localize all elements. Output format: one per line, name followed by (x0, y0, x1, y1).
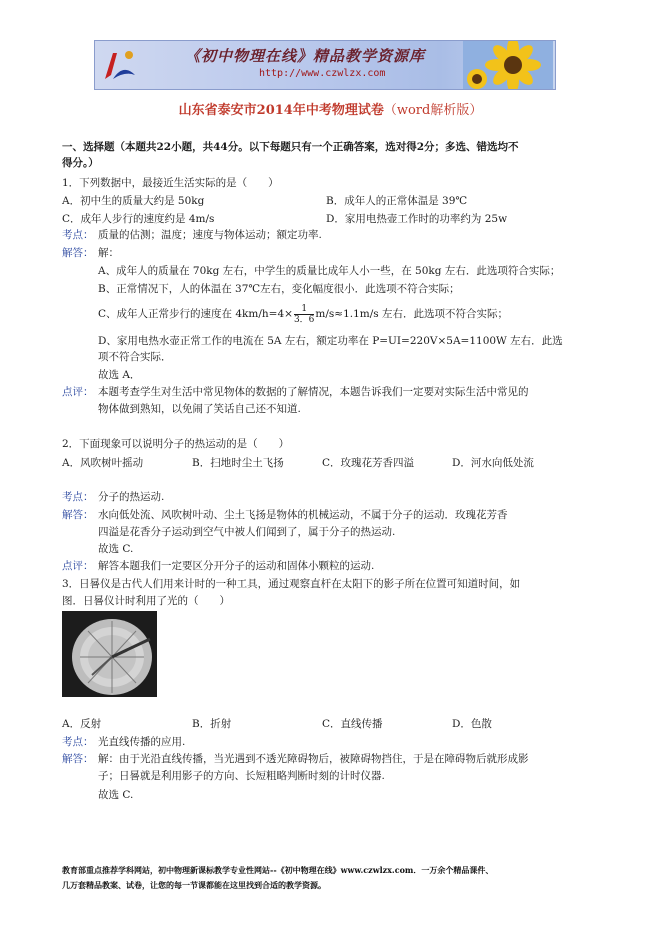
q2-option-c: C．玫瑰花芳香四溢 (322, 457, 415, 469)
q2-option-a: A．风吹树叶摇动 (62, 457, 144, 469)
q2-kaodian-label: 考点： (62, 491, 94, 503)
q1-jieda-label: 解答： (62, 247, 94, 259)
q1-kaodian-label: 考点： (62, 229, 94, 241)
q2-jieda-line1: 水向低处流、风吹树叶动、尘土飞扬是物体的机械运动，不属于分子的运动．玫瑰花芳香 (98, 509, 508, 521)
q3-jieda-label: 解答： (62, 753, 94, 765)
q3-option-c: C．直线传播 (322, 718, 383, 730)
q1-jie: 解： (98, 247, 119, 259)
q1-answer-b: B、正常情况下，人的体温在 37℃左右，变化幅度很小．此选项不符合实际； (98, 283, 460, 295)
q3-option-b: B．折射 (192, 718, 232, 730)
logo-icon (99, 45, 139, 85)
footer-line2: 几万套精品教案、试卷，让您的每一节课都能在这里找到合适的教学资源。 (62, 880, 326, 890)
q1-stem: 1．下列数据中，最接近生活实际的是（ ） (62, 177, 279, 189)
section-header-line2: 得分。） (62, 157, 99, 169)
q1-answer-d-line1: D、家用电热水壶正常工作的电流在 5A 左右，额定功率在 P=UI=220V×5A=1100W 左右．此选 (98, 335, 563, 347)
q3-option-d: D．色散 (452, 718, 492, 730)
q1-dianping-line2: 物体做到熟知，以免闹了笑话自己还不知道. (98, 403, 301, 415)
q3-kaodian: 光直线传播的应用. (98, 736, 186, 748)
q3-kaodian-label: 考点： (62, 736, 94, 748)
q3-choose: 故选 C. (98, 789, 134, 801)
banner-url[interactable]: http://www.czwlzx.com (259, 68, 386, 79)
section-header-line1: 一、选择题（本题共22小题，共44分。以下每题只有一个正确答案，选对得2分；多选、错选均不 (62, 141, 519, 153)
q3-jieda-line1: 解：由于光沿直线传播，当光遇到不透光障碍物后，被障碍物挡住，于是在障碍物后就形成影 (98, 753, 529, 765)
q2-dianping: 解答本题我们一定要区分开分子的运动和固体小颗粒的运动. (98, 560, 375, 572)
q2-choose: 故选 C. (98, 543, 134, 555)
q1-answer-c (98, 302, 508, 326)
page-title-main: 山东省泰安市2014年中考物理试卷 (178, 103, 384, 118)
q2-option-b: B．扫地时尘土飞扬 (192, 457, 284, 469)
q1-option-b: B．成年人的正常体温是 39℃ (326, 195, 468, 207)
sunflower-icon (463, 41, 553, 89)
q2-stem: 2．下面现象可以说明分子的热运动的是（ ） (62, 438, 290, 450)
q3-jieda-line2: 子；日晷就是利用影子的方向、长短粗略判断时刻的计时仪器. (98, 770, 385, 782)
q1-fraction-den: 3．6 (293, 314, 315, 325)
q1-option-d: D．家用电热壶工作时的功率约为 25w (326, 213, 508, 225)
q3-stem-line2: 图．日晷仪计时利用了光的（ ） (62, 595, 230, 607)
q2-option-d: D．河水向低处流 (452, 457, 534, 469)
q3-stem-line1: 3．日晷仪是古代人们用来计时的一种工具，通过观察直杆在太阳下的影子所在位置可知道时间，如 (62, 578, 521, 590)
q1-choose: 故选 A． (98, 369, 141, 381)
sundial-image (62, 611, 157, 697)
q1-answer-c-post: m/s≈1.1m/s 左右．此选项不符合实际； (315, 308, 509, 320)
q2-kaodian: 分子的热运动. (98, 491, 165, 503)
q2-jieda-line2: 四溢是花香分子运动到空气中被人们闻到了，属于分子的热运动. (98, 526, 396, 538)
q1-fraction (294, 304, 314, 325)
header-banner (94, 40, 556, 90)
q2-jieda-label: 解答： (62, 509, 94, 521)
banner-title: 《初中物理在线》精品教学资源库 (185, 47, 426, 65)
q1-option-a: A．初中生的质量大约是 50kg (62, 195, 205, 207)
q2-dianping-label: 点评： (62, 560, 94, 572)
q1-answer-d-line2: 项不符合实际． (98, 351, 172, 363)
q3-option-a: A．反射 (62, 718, 102, 730)
q1-answer-a: A、成年人的质量在 70kg 左右，中学生的质量比成年人小一些，在 50kg 左右．此选项符合实际； (98, 265, 561, 277)
q1-dianping-label: 点评： (62, 386, 94, 398)
q1-answer-c-pre: C、成年人正常步行的速度在 4km/h=4× (98, 308, 293, 320)
q1-fraction-num: 1 (301, 303, 308, 314)
page-title (0, 99, 661, 118)
q1-option-c: C．成年人步行的速度约是 4m/s (62, 213, 215, 225)
q1-kaodian: 质量的估测；温度；速度与物体运动；额定功率. (98, 229, 322, 241)
q1-dianping-line1: 本题考查学生对生活中常见物体的数据的了解情况，本题告诉我们一定要对实际生活中常见的 (98, 386, 529, 398)
page-title-tail: （word解析版） (383, 103, 483, 118)
footer-line1: 教育部重点推荐学科网站，初中物理新课标教学专业性网站--《初中物理在线》www.czwlzx.com．一万余个精品课件、 (62, 865, 494, 875)
